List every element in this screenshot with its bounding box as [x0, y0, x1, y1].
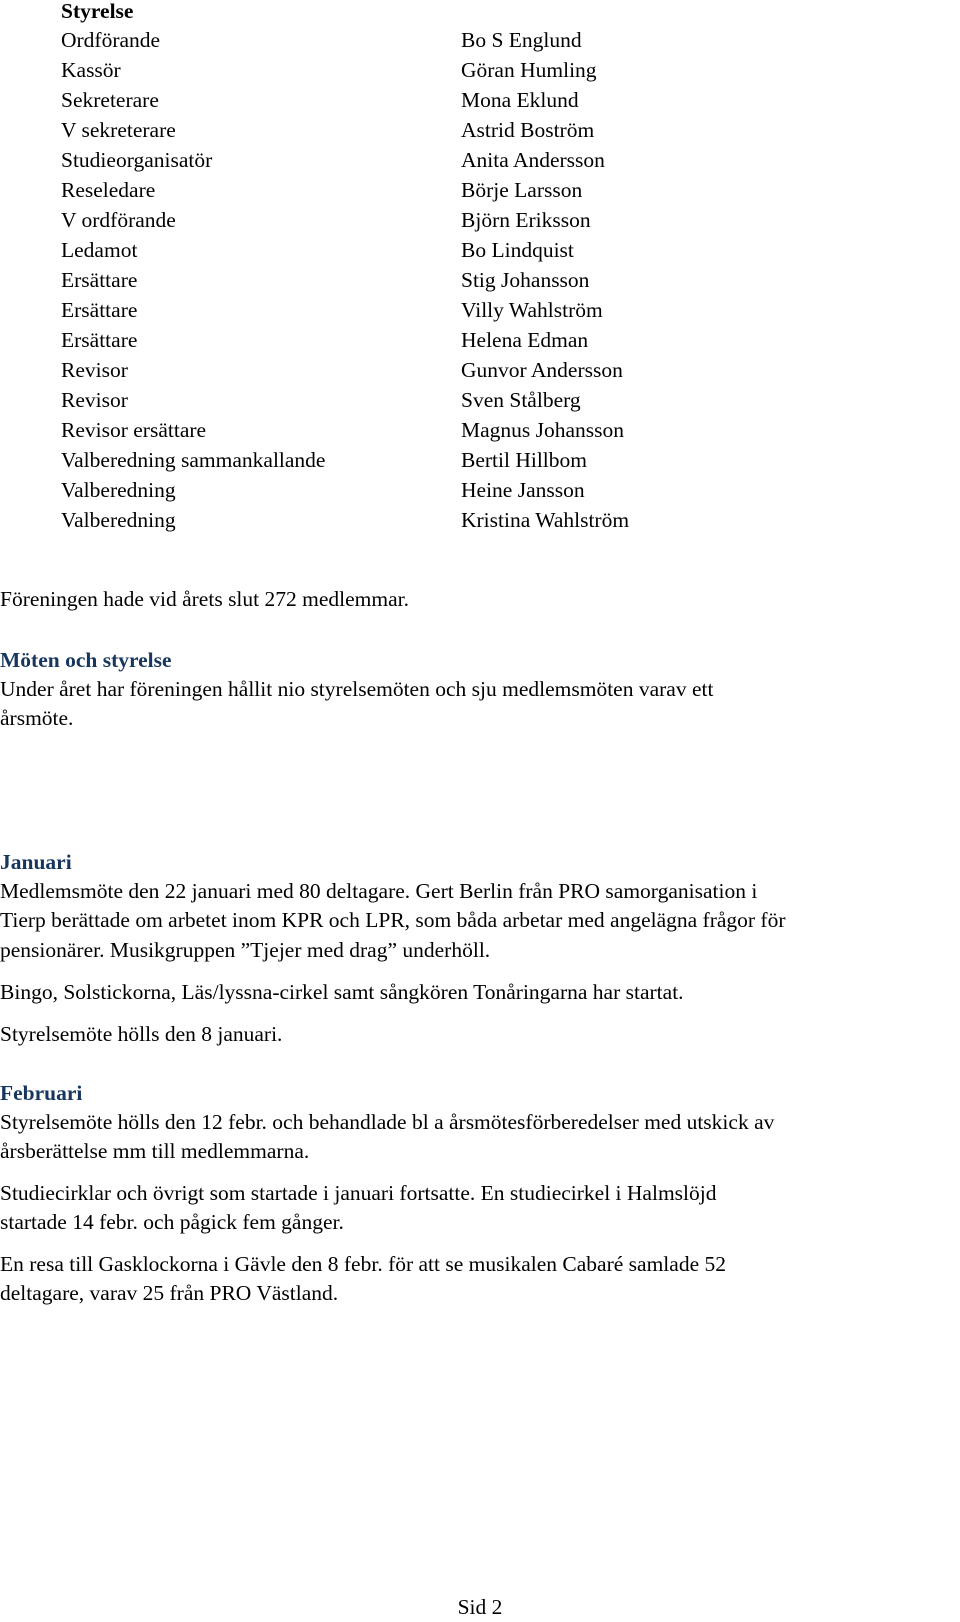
board-member-name: Gunvor Andersson — [461, 358, 623, 382]
board-member-name: Stig Johansson — [461, 268, 590, 292]
board-role: Ersättare — [61, 268, 138, 292]
board-role: V sekreterare — [61, 118, 176, 142]
board-member-name: Heine Jansson — [461, 478, 585, 502]
board-role: Kassör — [61, 58, 121, 82]
board-role: Revisor ersättare — [61, 418, 207, 442]
meetings-heading: Möten och styrelse — [0, 648, 172, 672]
board-member-name: Helena Edman — [461, 328, 589, 352]
january-heading: Januari — [0, 850, 72, 874]
board-role: Revisor — [61, 358, 128, 382]
board-member-name: Bo S Englund — [461, 28, 582, 52]
board-role: Valberedning — [61, 508, 176, 532]
board-member-name: Göran Humling — [461, 58, 597, 82]
board-member-name: Astrid Boström — [461, 118, 595, 142]
meetings-text-line: årsmöte. — [0, 706, 74, 730]
january-text-line: Medlemsmöte den 22 januari med 80 deltagare. Gert Berlin från PRO samorganisation i — [0, 879, 758, 903]
february-text-line: En resa till Gasklockorna i Gävle den 8 febr. för att se musikalen Cabaré samlade 52 — [0, 1252, 726, 1276]
board-role: Studieorganisatör — [61, 148, 213, 172]
board-member-name: Börje Larsson — [461, 178, 583, 202]
board-member-name: Björn Eriksson — [461, 208, 591, 232]
board-member-name: Kristina Wahlström — [461, 508, 630, 532]
february-text-line: deltagare, varav 25 från PRO Västland. — [0, 1281, 339, 1305]
board-role: Valberedning — [61, 478, 176, 502]
board-member-name: Bo Lindquist — [461, 238, 574, 262]
meetings-text-line: Under året har föreningen hållit nio styrelsemöten och sju medlemsmöten varav ett — [0, 677, 714, 701]
board-member-name: Anita Andersson — [461, 148, 605, 172]
board-role: Ordförande — [61, 28, 161, 52]
january-text-line: Tierp berättade om arbetet inom KPR och LPR, som båda arbetar med angelägna frågor för — [0, 908, 786, 932]
board-member-name: Magnus Johansson — [461, 418, 625, 442]
january-text-line: Bingo, Solstickorna, Läs/lyssna-cirkel samt sångkören Tonåringarna har startat. — [0, 980, 684, 1004]
board-member-name: Villy Wahlström — [461, 298, 603, 322]
board-role: V ordförande — [61, 208, 176, 232]
february-text-line: Styrelsemöte hölls den 12 febr. och behandlade bl a årsmötesförberedelser med utskick av — [0, 1110, 775, 1134]
board-member-name: Bertil Hillbom — [461, 448, 588, 472]
board-roles-column — [61, 25, 325, 535]
board-heading: Styrelse — [61, 0, 134, 23]
january-text-line: Styrelsemöte hölls den 8 januari. — [0, 1022, 283, 1046]
february-text-line: Studiecirklar och övrigt som startade i januari fortsatte. En studiecirkel i Halmslöjd — [0, 1181, 717, 1205]
board-member-name: Mona Eklund — [461, 88, 579, 112]
board-member-name: Sven Stålberg — [461, 388, 581, 412]
board-role: Ersättare — [61, 328, 138, 352]
membership-count-text: Föreningen hade vid årets slut 272 medlemmar. — [0, 587, 410, 611]
february-heading: Februari — [0, 1081, 83, 1105]
board-role: Ledamot — [61, 238, 138, 262]
january-text-line: pensionärer. Musikgruppen ”Tjejer med drag” underhöll. — [0, 938, 491, 962]
board-role: Sekreterare — [61, 88, 159, 112]
board-role: Valberedning sammankallande — [61, 448, 326, 472]
board-names-column — [461, 25, 629, 535]
february-text-line: startade 14 febr. och pågick fem gånger. — [0, 1210, 344, 1234]
february-text-line: årsberättelse mm till medlemmarna. — [0, 1139, 310, 1163]
board-role: Revisor — [61, 388, 128, 412]
board-role: Reseledare — [61, 178, 156, 202]
page-number: Sid 2 — [457, 1595, 503, 1619]
board-role: Ersättare — [61, 298, 138, 322]
